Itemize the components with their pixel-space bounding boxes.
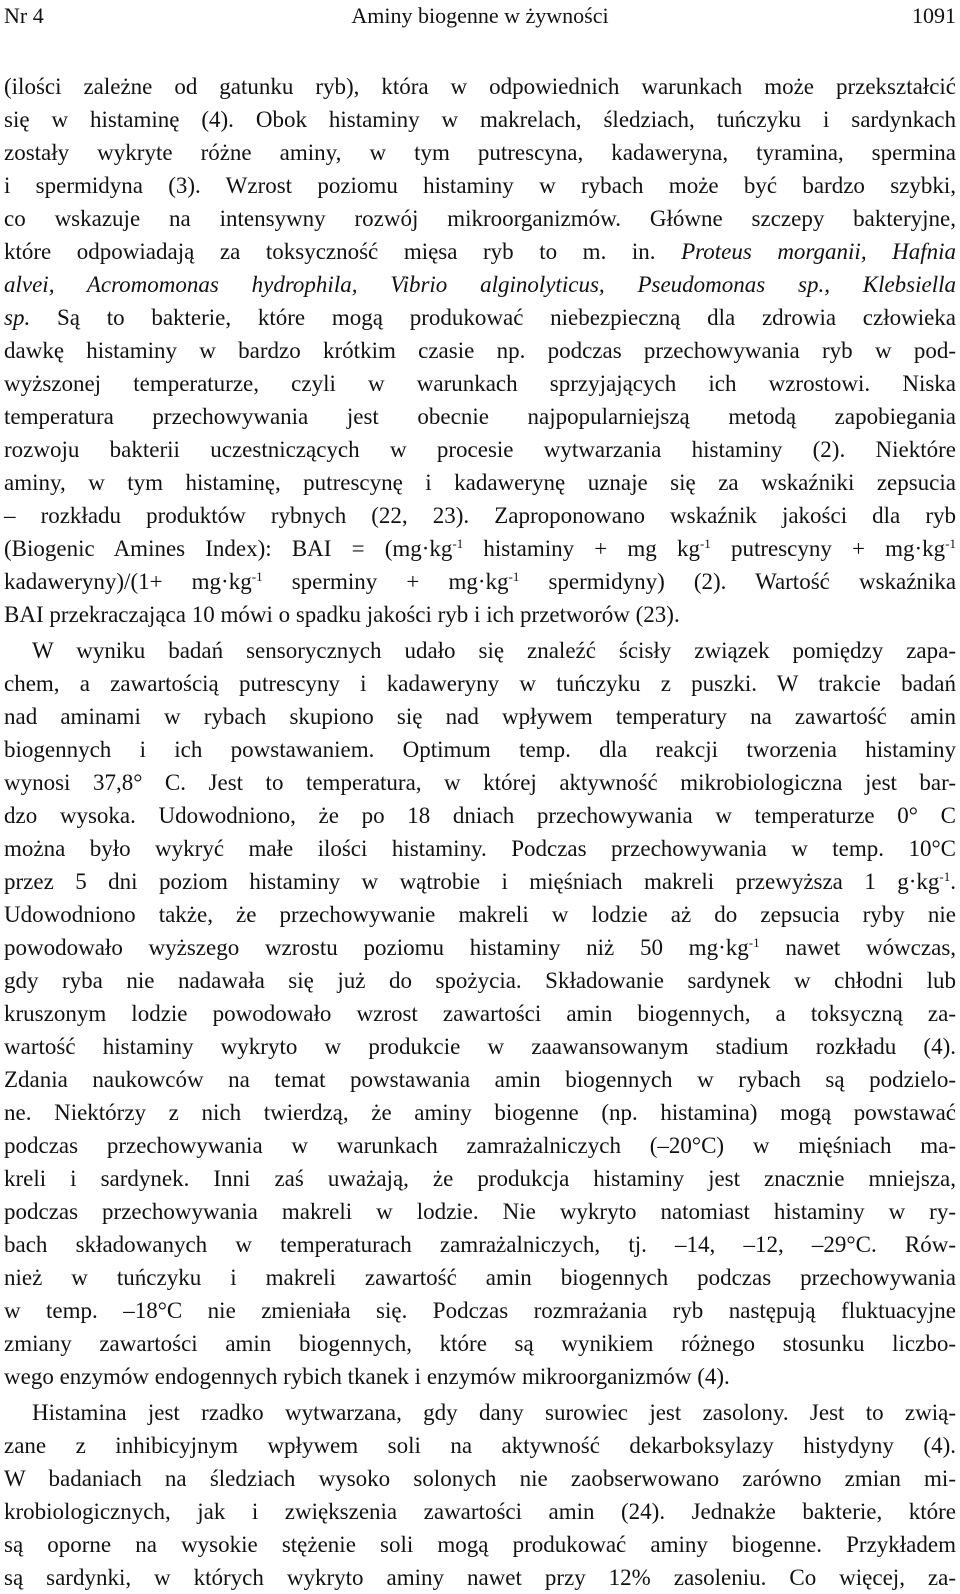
journal-issue-number: Nr 4: [4, 3, 44, 28]
exponent: -1: [508, 569, 520, 584]
text-line: Udowodniono także, że przechowywanie makreli w lodzie aż do zepsucia ryby nie: [4, 902, 956, 927]
text-segment: które odpowiadają za toksyczność mięsa ryb to m. in.: [4, 239, 656, 264]
text-line: chem, a zawartością putrescyny i kadaweryny w tuńczyku z puszki. W trakcie badań: [4, 671, 956, 696]
exponent: -1: [699, 536, 711, 551]
text-segment: kadaweryny)/(1+ mg·kg: [4, 569, 252, 594]
text-line: rozwoju bakterii uczestniczących w procesie wytwarzania histaminy (2). Niektóre: [4, 437, 956, 462]
text-line: są oporne na wysokie stężenie soli mogą produkować aminy biogenne. Przykładem: [4, 1532, 956, 1557]
text-segment: nawet wówczas,: [785, 935, 957, 960]
paragraph-1: [4, 70, 956, 631]
text-line: i spermidyna (3). Wzrost poziomu histaminy w rybach może być bardzo szybki,: [4, 173, 956, 198]
text-line: kruszonym lodzie powodowało wzrost zawartości amin biogennych, a toksyczną za-: [4, 1001, 956, 1026]
text-line: W wyniku badań sensorycznych udało się znaleźć ścisły związek pomiędzy zapa-: [32, 638, 956, 663]
text-segment: sperminy + mg·kg: [291, 569, 509, 594]
text-line: są sardynki, w których wykryto aminy nawet przy 12% zasoleniu. Co więcej, za-: [4, 1565, 956, 1590]
bacteria-names-italic: sp.: [4, 305, 31, 330]
text-line: ne. Niektórzy z nich twierdzą, że aminy biogenne (np. histamina) mogą powstawać: [4, 1100, 956, 1125]
exponent: -1: [251, 569, 263, 584]
text-line: wartość histaminy wykryto w produkcie w zaawansowanym stadium rozkładu (4).: [4, 1034, 956, 1059]
text-line: aminy, w tym histaminę, putrescynę i kadawerynę uznaje się za wskaźniki zepsucia: [4, 470, 956, 495]
text-line: biogennych i ich powstawaniem. Optimum temp. dla reakcji tworzenia histaminy: [4, 737, 956, 762]
text-line: Zdania naukowców na temat powstawania amin biogennych w rybach są podzielo-: [4, 1067, 956, 1092]
text-segment: Są to bakterie, które mogą produkować niebezpieczną dla zdrowia człowieka: [56, 305, 957, 330]
text-line: podczas przechowywania makreli w lodzie. Nie wykryto natomiast histaminy w ry-: [4, 1199, 956, 1224]
text-line: temperatura przechowywania jest obecnie najpopularniejszą metodą zapobiegania: [4, 404, 956, 429]
text-line: dzo wysoka. Udowodniono, że po 18 dniach przechowywania w temperaturze 0° C: [4, 803, 956, 828]
text-line: Histamina jest rzadko wytwarzana, gdy dany surowiec jest zasolony. Jest to zwią-: [32, 1400, 956, 1425]
text-line: BAI przekraczająca 10 mówi o spadku jakości ryb i ich przetworów (23).: [4, 602, 680, 627]
exponent: -1: [939, 869, 951, 884]
exponent: -1: [748, 935, 760, 950]
text-line: [4, 235, 956, 268]
text-line: kreli i sardynek. Inni zaś uważają, że produkcja histaminy jest znacznie mniejsza,: [4, 1166, 956, 1191]
formula-line: [4, 565, 956, 598]
text-line: dawkę histaminy w bardzo krótkim czasie np. podczas przechowywania ryb w pod-: [4, 338, 956, 363]
text-segment: .: [950, 869, 956, 894]
running-title: Aminy biogenne w żywności: [351, 3, 609, 28]
text-line: [4, 301, 956, 334]
text-line: można było wykryć małe ilości histaminy. Podczas przechowywania w temp. 10°C: [4, 836, 956, 861]
formula-line: [4, 532, 956, 565]
text-line: zane z inhibicyjnym wpływem soli na aktywność dekarboksylazy histydyny (4).: [4, 1433, 956, 1458]
page-number: 1091: [912, 3, 956, 28]
paragraph-3: [4, 1396, 956, 1594]
text-line: W badaniach na śledziach wysoko solonych nie zaobserwowano zarówno zmian mi-: [4, 1466, 956, 1491]
text-line: się w histaminę (4). Obok histaminy w makrelach, śledziach, tuńczyku i sardynkach: [4, 107, 956, 132]
running-header: [4, 1, 956, 31]
text-line: zmiany zawartości amin biogennych, które są wynikiem różnego stosunku liczbo-: [4, 1331, 956, 1356]
text-line: – rozkładu produktów rybnych (22, 23). Zaproponowano wskaźnik jakości dla ryb: [4, 503, 956, 528]
body-text: [4, 70, 956, 1594]
text-line: krobiologicznych, jak i zwiększenia zawartości amin (24). Jednakże bakterie, które: [4, 1499, 956, 1524]
text-segment: putrescyny + mg·kg: [730, 536, 946, 561]
text-line: nież w tuńczyku i makreli zawartość amin biogennych podczas przechowywania: [4, 1265, 956, 1290]
text-line: w temp. –18°C nie zmieniała się. Podczas rozmrażania ryb następują fluktuacyjne: [4, 1298, 956, 1323]
text-segment: histaminy + mg kg: [483, 536, 700, 561]
text-line: [4, 931, 956, 964]
paragraph-2: [4, 634, 956, 1393]
exponent: -1: [945, 536, 957, 551]
text-segment: (Biogenic Amines Index): BAI = (mg·kg: [4, 536, 453, 561]
text-line: wynosi 37,8° C. Jest to temperatura, w której aktywność mikrobiologiczna jest bar-: [4, 770, 956, 795]
text-line: zostały wykryte różne aminy, w tym putrescyna, kadaweryna, tyramina, spermina: [4, 140, 956, 165]
exponent: -1: [452, 536, 464, 551]
text-line: podczas przechowywania w warunkach zamrażalniczych (–20°C) w mięśniach ma-: [4, 1133, 956, 1158]
text-line: (ilości zależne od gatunku ryb), która w odpowiednich warunkach może przekształcić: [4, 74, 956, 99]
text-segment: przez 5 dni poziom histaminy w wątrobie i mięśniach makreli przewyższa 1 g·kg: [4, 869, 940, 894]
text-segment: powodowało wyższego wzrostu poziomu histaminy niż 50 mg·kg: [4, 935, 749, 960]
text-line: gdy ryba nie nadawała się już do spożycia. Składowanie sardynek w chłodni lub: [4, 968, 956, 993]
bacteria-names-italic: alvei, Acromomonas hydrophila, Vibrio alginolyticus, Pseudomonas sp., Klebsiella: [4, 272, 956, 297]
text-line: [4, 865, 956, 898]
text-line: [4, 268, 956, 301]
text-line: co wskazuje na intensywny rozwój mikroorganizmów. Główne szczepy bakteryjne,: [4, 206, 956, 231]
text-segment: spermidyny) (2). Wartość wskaźnika: [548, 569, 957, 594]
bacteria-names-italic: Proteus morganii, Hafnia: [681, 239, 957, 264]
text-line: bach składowanych w temperaturach zamrażalniczych, tj. –14, –12, –29°C. Rów-: [4, 1232, 956, 1257]
text-line: wego enzymów endogennych rybich tkanek i enzymów mikroorganizmów (4).: [4, 1364, 730, 1389]
text-line: wyższonej temperaturze, czyli w warunkach sprzyjających ich wzrostowi. Niska: [4, 371, 956, 396]
text-line: nad aminami w rybach skupiono się nad wpływem temperatury na zawartość amin: [4, 704, 956, 729]
